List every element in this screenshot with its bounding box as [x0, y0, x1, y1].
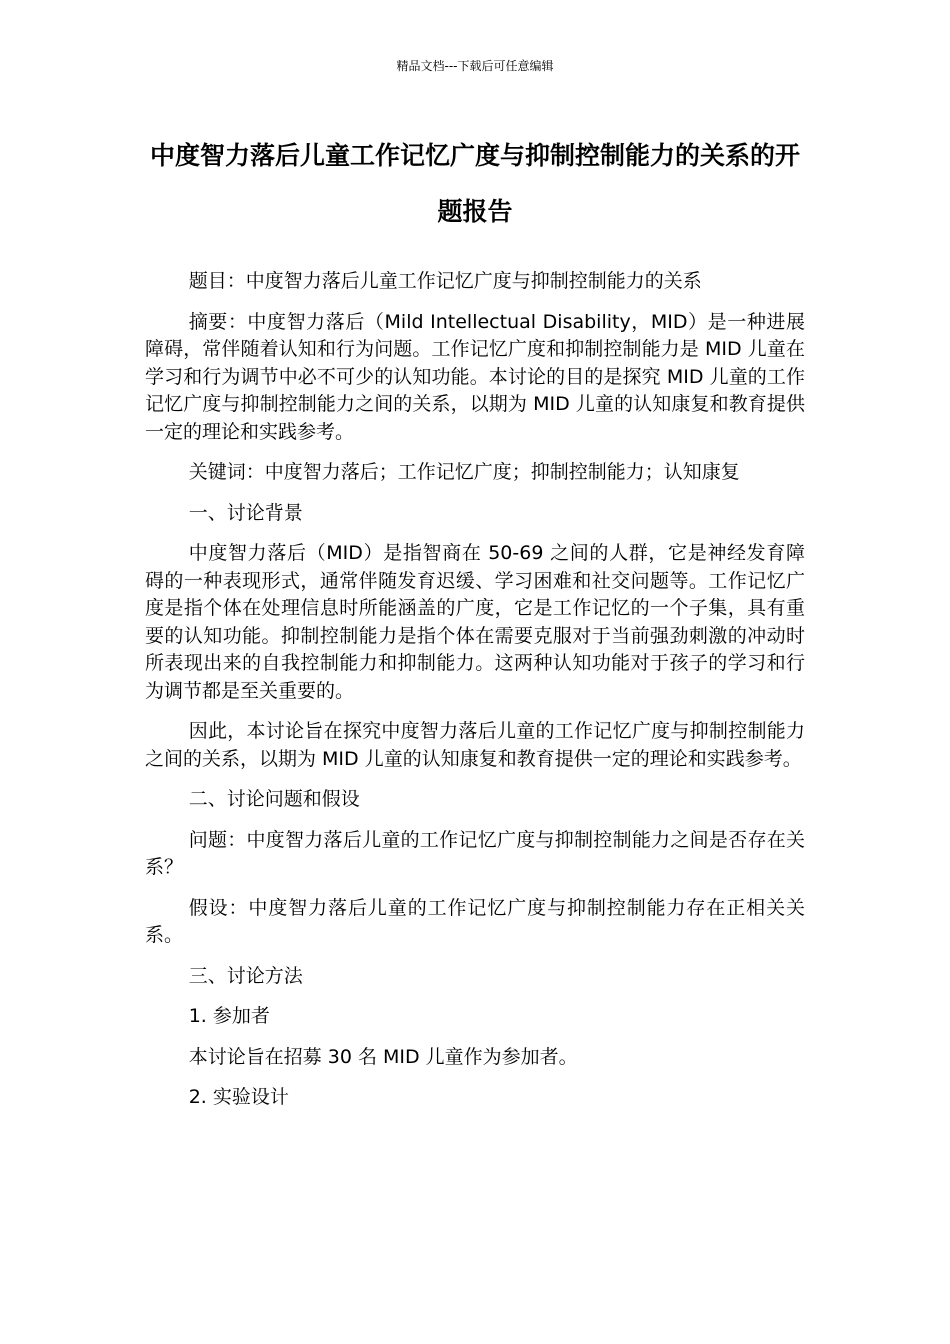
section-heading-background: 一、讨论背景 — [188, 501, 303, 524]
participants-paragraph: 本讨论旨在招募 30 名 MID 儿童作为参加者。 — [188, 1045, 578, 1068]
background-paragraph-2: 因此，本讨论旨在探究中度智力落后儿童的工作记忆广度与抑制控制能力之间的关系，以期为 MID 儿童的认知康复和教育提供一定的理论和实践参考。 — [145, 720, 805, 770]
header-note: 精品文档---下载后可任意编辑 — [396, 59, 554, 73]
background-paragraph-1: 中度智力落后（MID）是指智商在 50-69 之间的人群，它是神经发育障碍的一种表现形式，通常伴随发育迟缓、学习困难和社交问题等。工作记忆广度是指个体在处理信息时所能涵盖的广度，它是工作记忆的一个子集，具有重要的认知功能。抑制控制能力是指个体在需要克服对于当前强劲刺激的冲动时所表现出来的自我控制能力和抑制能力。这两种认知功能对于孩子的学习和行为调节都是至关重要的。 — [145, 542, 805, 702]
subheading-participants: 1. 参加者 — [188, 1005, 270, 1027]
subheading-design: 2. 实验设计 — [188, 1086, 289, 1108]
topic-paragraph: 题目：中度智力落后儿童工作记忆广度与抑制控制能力的关系 — [188, 270, 702, 292]
section-heading-methods: 三、讨论方法 — [188, 964, 303, 987]
keywords-paragraph: 关键词：中度智力落后；工作记忆广度；抑制控制能力；认知康复 — [188, 461, 740, 483]
question-paragraph: 问题：中度智力落后儿童的工作记忆广度与抑制控制能力之间是否存在关系？ — [145, 828, 805, 878]
abstract-paragraph: 摘要：中度智力落后（Mild Intellectual Disability，MID）是一种进展障碍，常伴随着认知和行为问题。工作记忆广度和抑制控制能力是 MID 儿童在学习和行为调节中必不可少的认知功能。本讨论的目的是探究 MID 儿童的工作记忆广度与抑制控制能力之间的关系，以期为 MID 儿童的认知康复和教育提供一定的理论和实践参考。 — [145, 310, 805, 443]
section-heading-questions: 二、讨论问题和假设 — [188, 788, 360, 810]
hypothesis-paragraph: 假设：中度智力落后儿童的工作记忆广度与抑制控制能力存在正相关关系。 — [145, 896, 805, 946]
document-body — [145, 268, 805, 1125]
document-title: 中度智力落后儿童工作记忆广度与抑制控制能力的关系的开题报告 — [149, 141, 800, 226]
